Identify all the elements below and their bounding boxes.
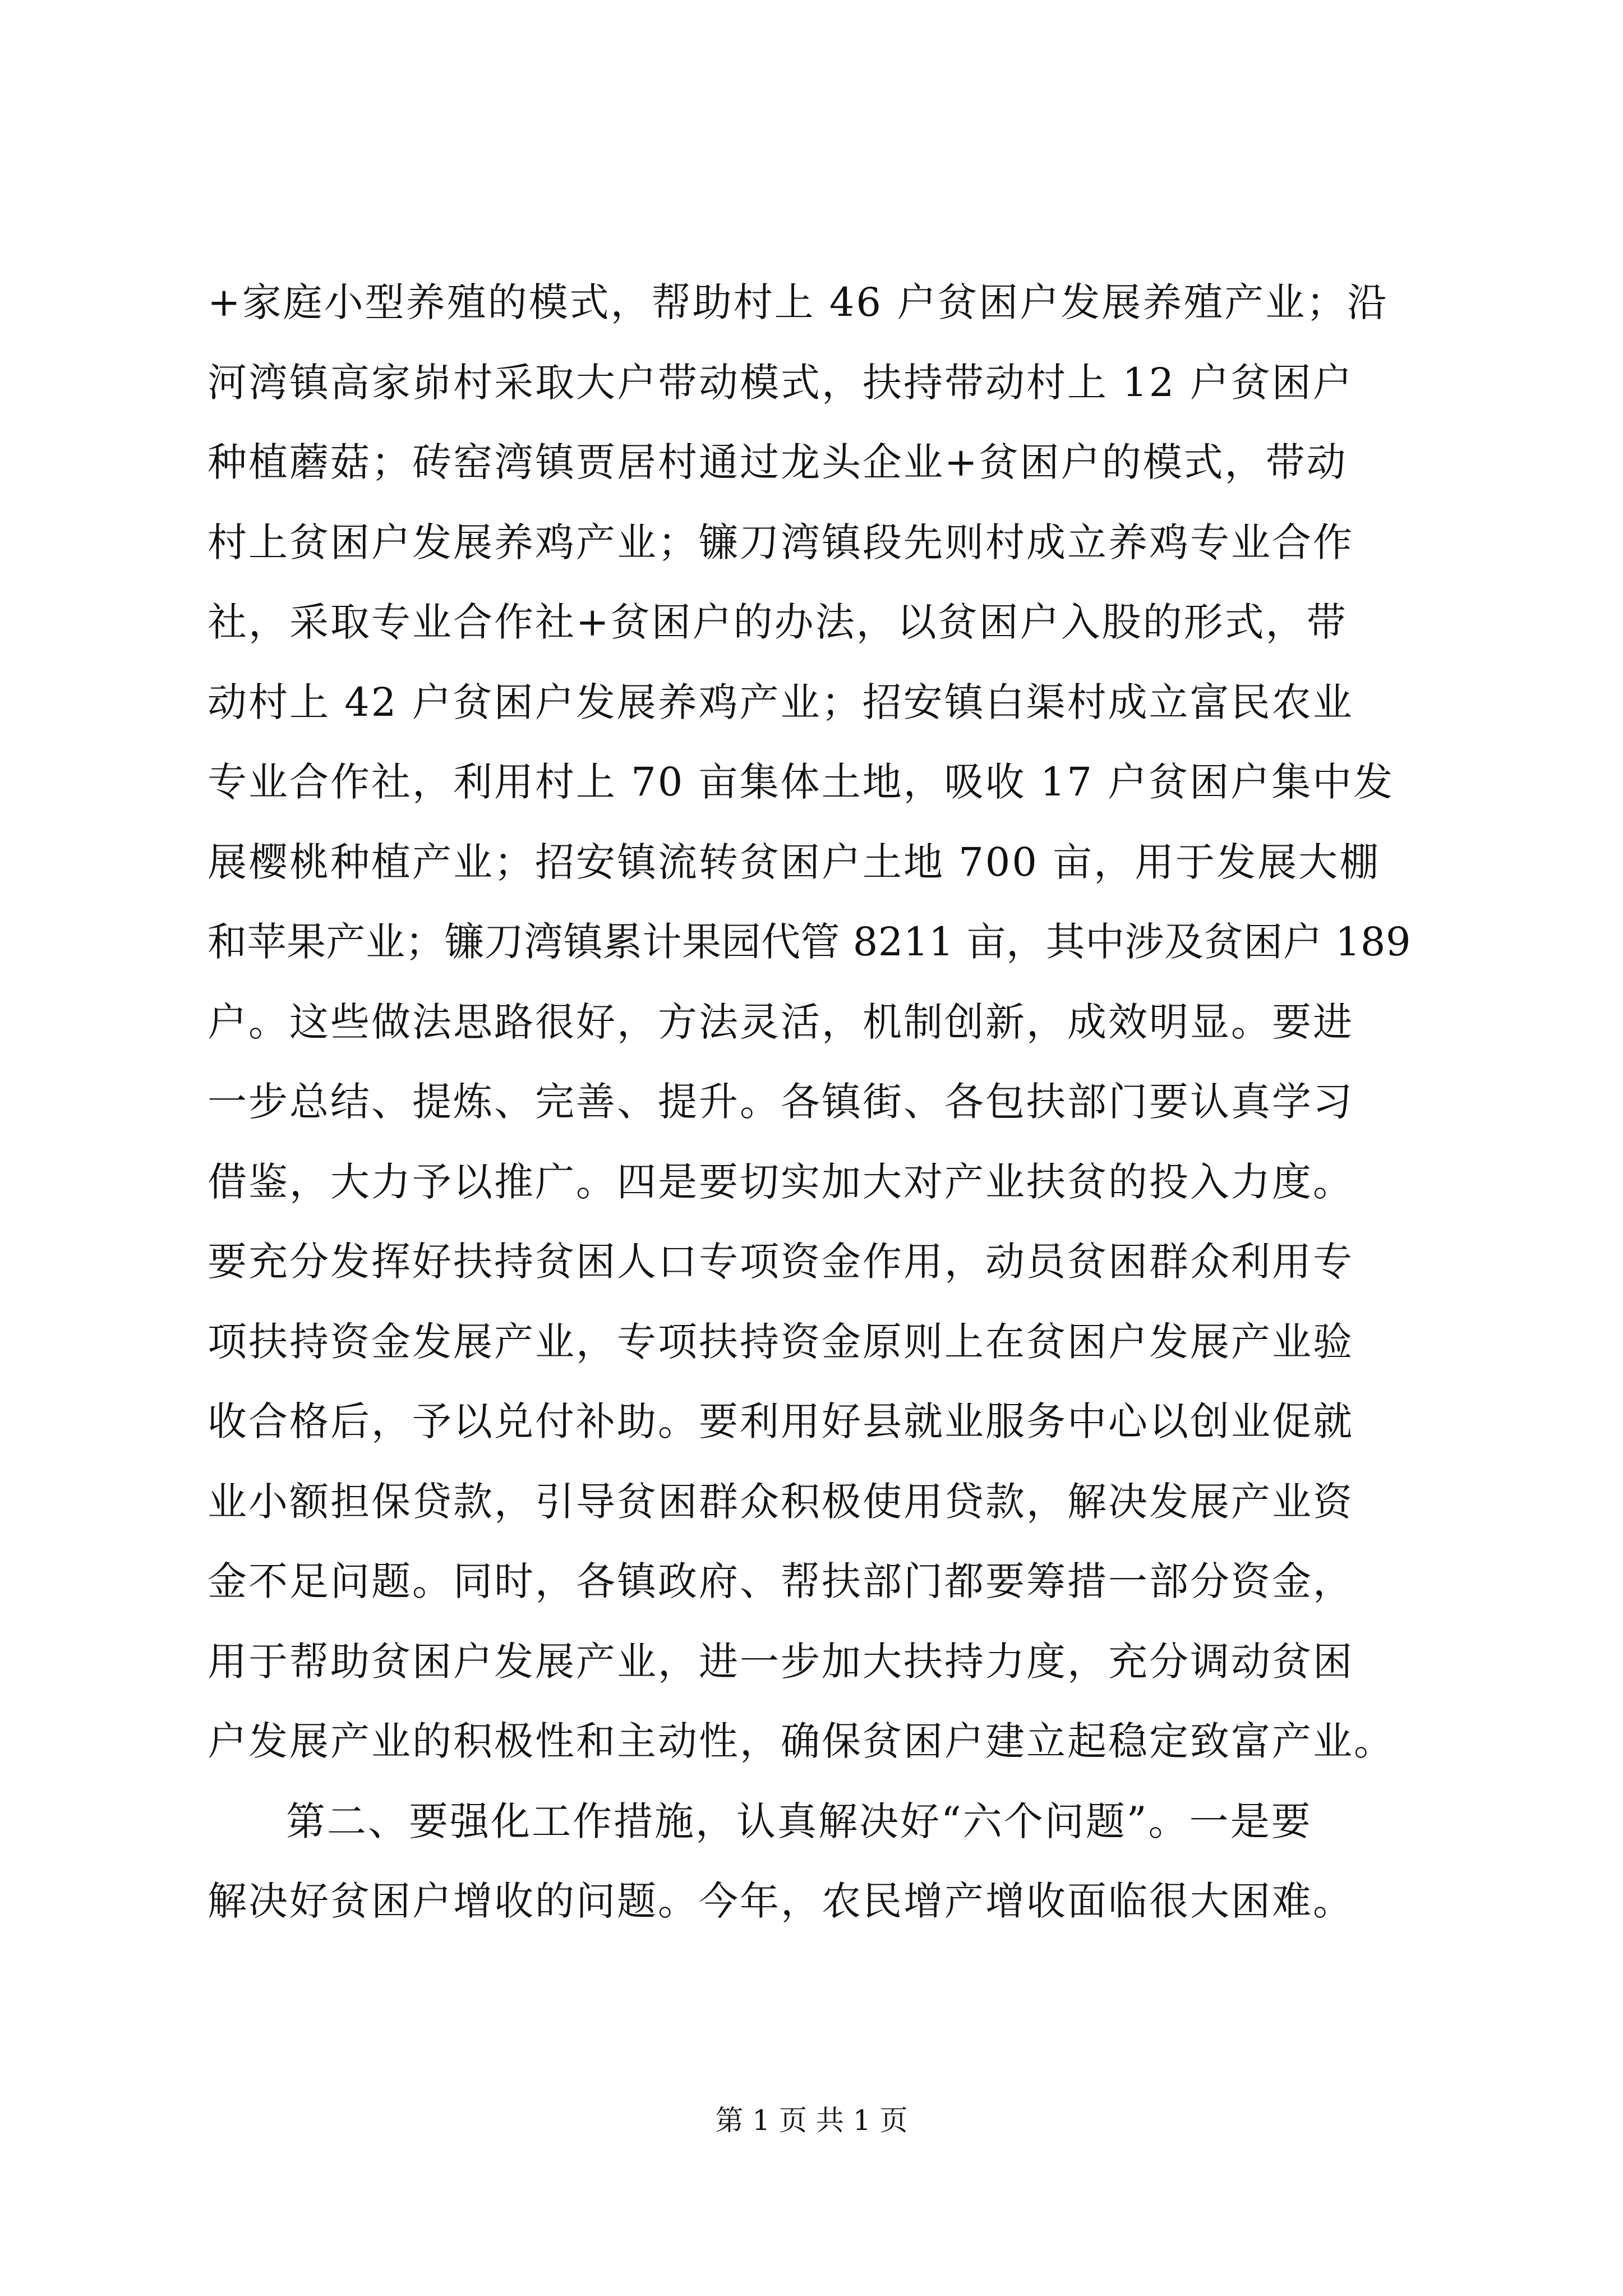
text-line: 借鉴，大力予以推广。四是要切实加大对产业扶贫的投入力度。 bbox=[208, 1158, 1354, 1205]
text-line: 社，采取专业合作社+贫困户的办法，以贫困户入股的形式，带 bbox=[208, 599, 1348, 645]
body-text bbox=[208, 263, 1419, 1941]
text-line: 金不足问题。同时，各镇政府、帮扶部门都要筹措一部分资金， bbox=[208, 1558, 1354, 1604]
text-line: 村上贫困户发展养鸡产业；镰刀湾镇段先则村成立养鸡专业合作 bbox=[208, 519, 1354, 565]
text-line: 户。这些做法思路很好，方法灵活，机制创新，成效明显。要进 bbox=[208, 999, 1354, 1045]
text-line: +家庭小型养殖的模式，帮助村上 46 户贫困户发展养殖产业；沿 bbox=[208, 279, 1389, 325]
text-line: 专业合作社，利用村上 70 亩集体土地，吸收 17 户贫困户集中发 bbox=[208, 759, 1395, 805]
text-line: 解决好贫困户增收的问题。今年，农民增产增收面临很大困难。 bbox=[208, 1878, 1354, 1924]
text-line: 户发展产业的积极性和主动性，确保贫困户建立起稳定致富产业。 bbox=[208, 1718, 1395, 1764]
text-line: 项扶持资金发展产业，专项扶持资金原则上在贫困户发展产业验 bbox=[208, 1318, 1354, 1365]
paragraph-start-line: 第二、要强化工作措施，认真解决好“六个问题”。一是要 bbox=[286, 1798, 1312, 1844]
text-line: 一步总结、提炼、完善、提升。各镇街、各包扶部门要认真学习 bbox=[208, 1079, 1354, 1125]
text-line: 用于帮助贫困户发展产业，进一步加大扶持力度，充分调动贫困 bbox=[208, 1638, 1354, 1685]
page-number-footer: 第 1 页 共 1 页 bbox=[715, 2104, 908, 2137]
text-line: 要充分发挥好扶持贫困人口专项资金作用，动员贫困群众利用专 bbox=[208, 1239, 1354, 1285]
text-line: 展樱桃种植产业；招安镇流转贫困户土地 700 亩，用于发展大棚 bbox=[208, 839, 1381, 885]
text-line: 动村上 42 户贫困户发展养鸡产业；招安镇白渠村成立富民农业 bbox=[208, 679, 1354, 725]
text-line: 河湾镇高家峁村采取大户带动模式，扶持带动村上 12 户贫困户 bbox=[208, 359, 1354, 406]
text-line: 和苹果产业；镰刀湾镇累计果园代管 8211 亩，其中涉及贫困户 189 bbox=[208, 919, 1412, 965]
text-line: 收合格后，予以兑付补助。要利用好县就业服务中心以创业促就 bbox=[208, 1398, 1354, 1444]
text-line: 种植蘑菇；砖窑湾镇贾居村通过龙头企业+贫困户的模式，带动 bbox=[208, 439, 1348, 485]
text-line: 业小额担保贷款，引导贫困群众积极使用贷款，解决发展产业资 bbox=[208, 1478, 1354, 1525]
